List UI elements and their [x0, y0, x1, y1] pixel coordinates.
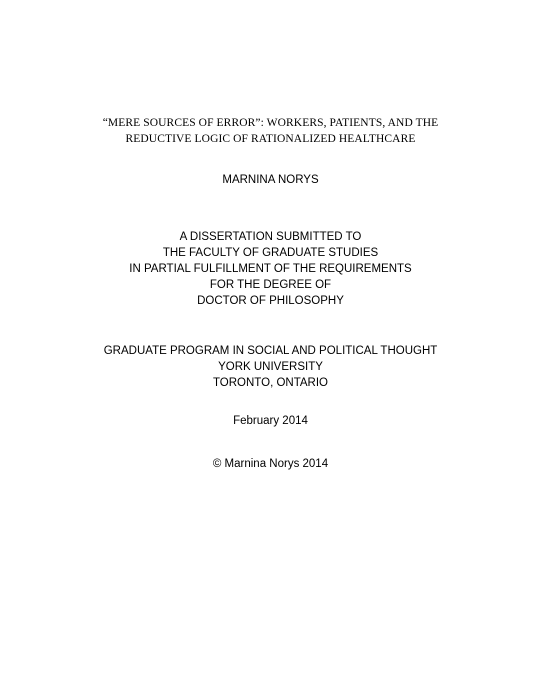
copyright-notice	[0, 456, 541, 472]
author-line: MARNINA NORYS	[222, 174, 319, 186]
program-affiliation	[0, 343, 541, 391]
submission-line-3: IN PARTIAL FULFILLMENT OF THE REQUIREMENTS	[129, 263, 412, 275]
title-line-1: “MERE SOURCES OF ERROR”: WORKERS, PATIENTS, AND THE	[102, 117, 439, 129]
author-name	[0, 172, 541, 188]
submission-line-2: THE FACULTY OF GRADUATE STUDIES	[162, 247, 379, 259]
dissertation-title	[0, 115, 541, 147]
submission-line-1: A DISSERTATION SUBMITTED TO	[179, 231, 362, 243]
program-line-3: TORONTO, ONTARIO	[212, 377, 328, 389]
program-line-1: GRADUATE PROGRAM IN SOCIAL AND POLITICAL THOUGHT	[103, 345, 438, 357]
program-line-2: YORK UNIVERSITY	[218, 361, 323, 373]
submission-line-5: DOCTOR OF PHILOSOPHY	[197, 295, 344, 307]
date-line: February 2014	[233, 415, 308, 427]
title-line-2: REDUCTIVE LOGIC OF RATIONALIZED HEALTHCARE	[125, 133, 416, 145]
submission-date	[0, 413, 541, 429]
copyright-line: © Marnina Norys 2014	[212, 458, 329, 470]
submission-line-4: FOR THE DEGREE OF	[209, 279, 332, 291]
submission-statement	[0, 229, 541, 309]
